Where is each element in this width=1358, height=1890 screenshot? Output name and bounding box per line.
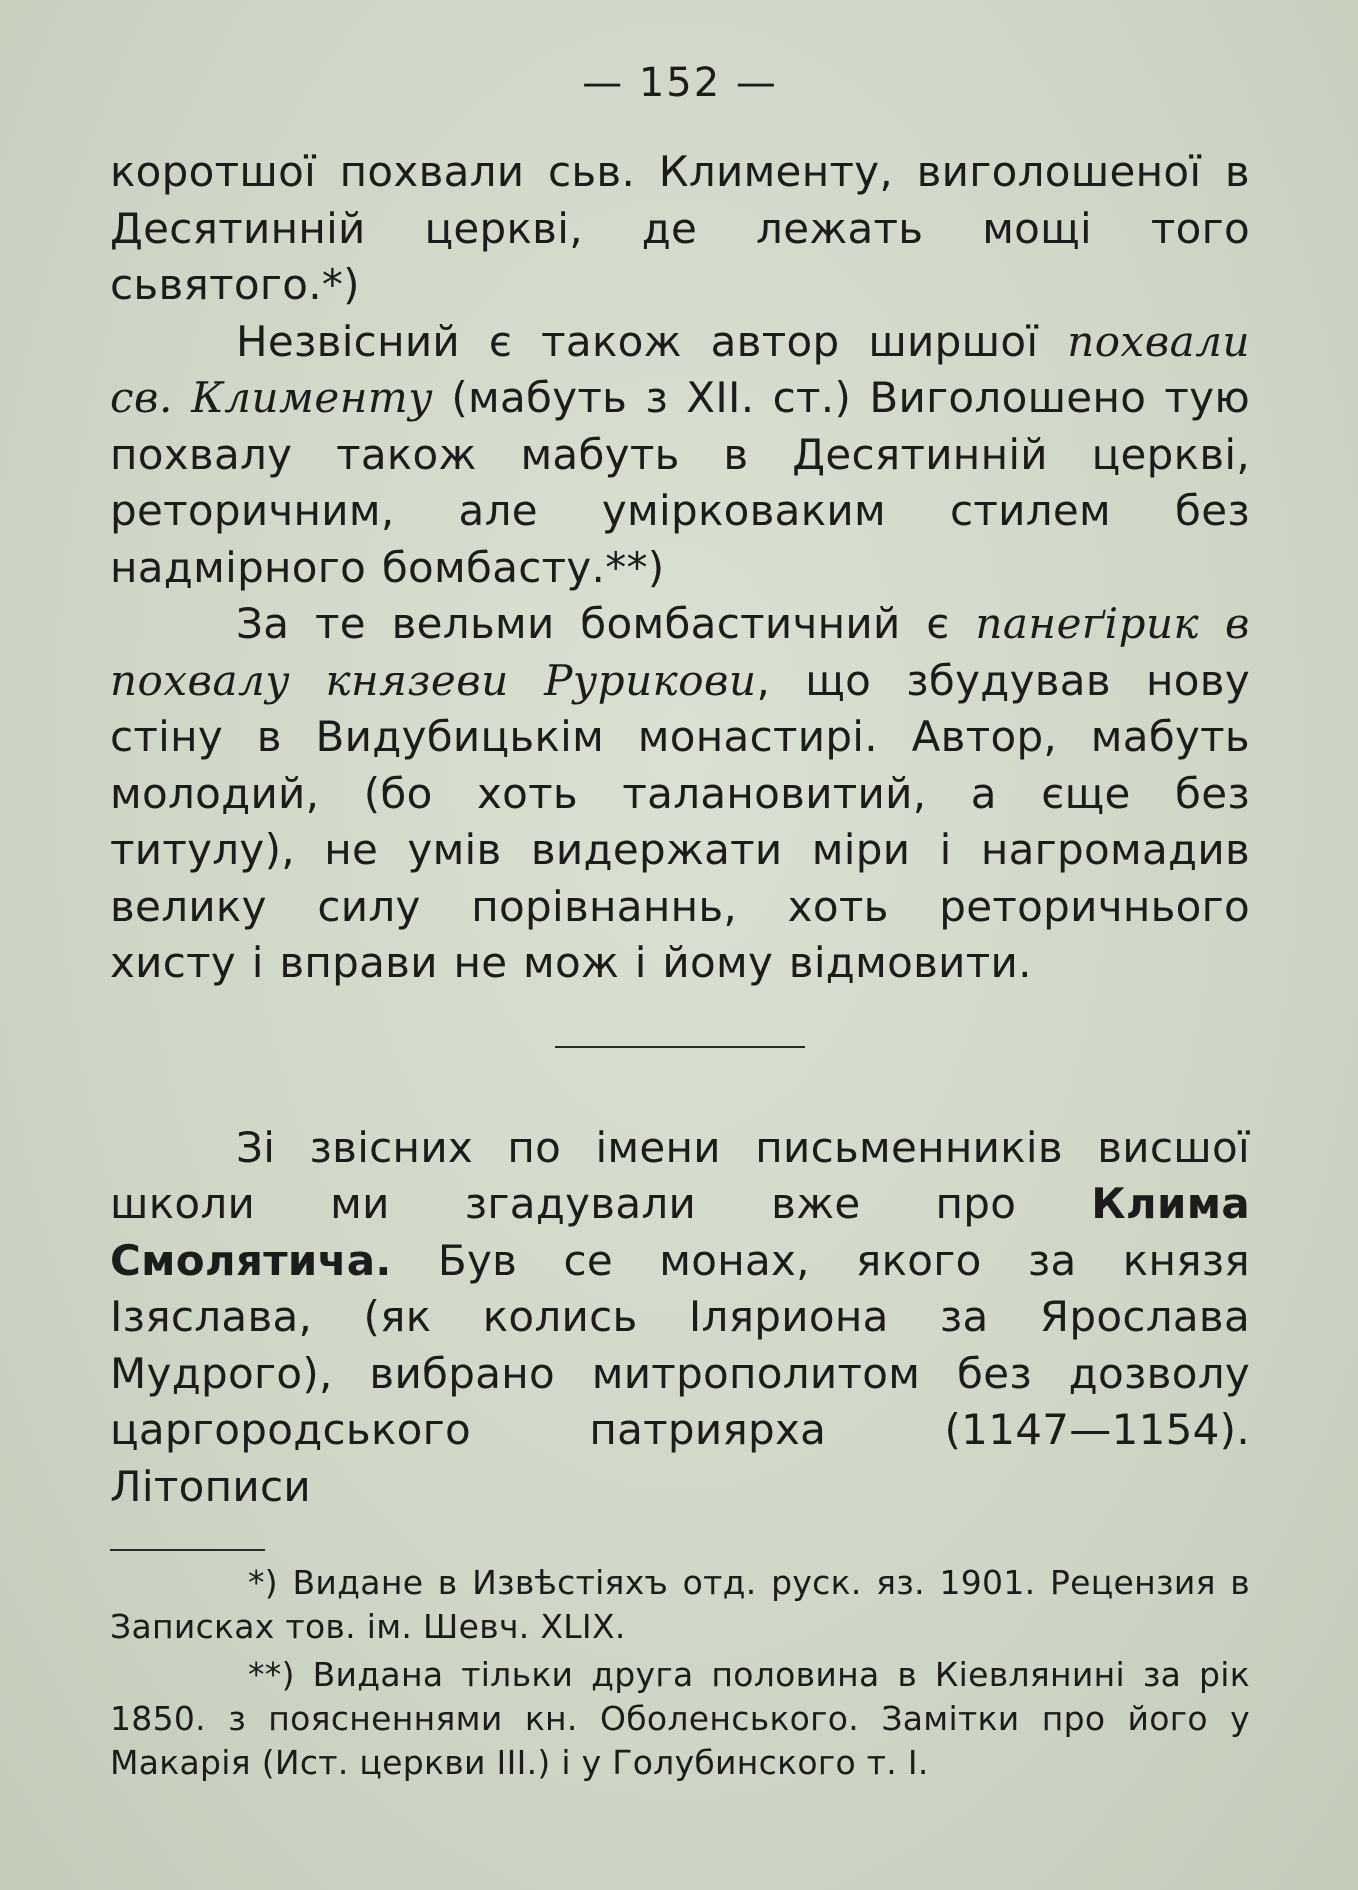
paragraph-2-italic: похвали св. Клименту — [110, 316, 1250, 422]
footnote-1: *) Видане в Извѣстіяхъ отд. руск. яз. 1901. Рецензия в Записках тов. ім. Шевч. XLIX. — [110, 1563, 1250, 1646]
page-number: — 152 — — [582, 60, 778, 106]
paragraph-4 — [110, 1120, 1250, 1516]
paragraph-2-text-b: (мабуть з XII. ст.) Виголошено тую похвалу також мабуть в Десятинній церкві, реторичним, але умірковаким стилем без надмірного бомбасту.**) — [110, 373, 1251, 592]
paragraph-4-bold: Клима Смолятича. — [110, 1179, 1250, 1285]
footnotes — [110, 1561, 1250, 1785]
paragraph-1: коротшої похвали сьв. Клименту, виголошеної в Десятинній церкві, де лежать мощі того сьвятого.*) — [110, 147, 1250, 309]
paragraph-2 — [110, 314, 1250, 597]
main-text-block-2 — [110, 1120, 1250, 1516]
paragraph-3-text-a: За те вельми бомбастичний є — [236, 599, 976, 648]
section-separator — [555, 1046, 805, 1048]
footnote-2: **) Видана тільки друга половина в Кіевлянині за рік 1850. з поясненнями кн. Оболенського. Замітки про його у Макарія (Ист. церкви III.) і у Голубинского т. І. — [110, 1655, 1250, 1782]
paragraph-3-italic: панеґірик в похвалу князеви Рурикови — [110, 599, 1250, 705]
paragraph-4-text-a: Зі звісних по імени письменників висшої школи ми згадували вже про — [110, 1122, 1250, 1228]
paragraph-2-text-a: Незвісний є також автор ширшої — [236, 316, 1068, 366]
paragraph-3-text-b: , що збудував нову стіну в Видубицькім монастирі. Автор, мабуть молодий, (бо хоть талановитий, а єще без титулу), не умів видержати міри і нагромадив велику силу порівнаннь, хоть реторичнього хисту і вправи не мож і йому відмовити. — [110, 655, 1250, 987]
paragraph-4-text-b: Був се монах, якого за князя Ізяслава, (як колись Іляриона за Ярослава Мудрого), вибрано митрополитом без дозволу царгородського патриярха (1147—1154). Літописи — [110, 1235, 1250, 1511]
footnote-rule — [110, 1549, 265, 1551]
main-text-block-1 — [110, 144, 1250, 992]
book-page — [110, 40, 1250, 1870]
paragraph-3 — [110, 596, 1250, 992]
